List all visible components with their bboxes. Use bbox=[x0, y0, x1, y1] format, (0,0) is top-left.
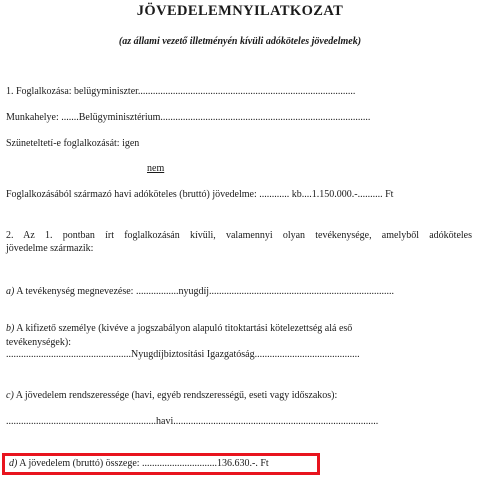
section2-intro-line1: 2. Az 1. pontban írt foglalkozásán kívüli, valamennyi olyan tevékenysége, amelyből adóköteles bbox=[6, 230, 472, 241]
workplace-line: Munkahelye: .......Belügyminisztérium.................................................................................... bbox=[6, 112, 371, 123]
payer-line bbox=[6, 323, 352, 335]
item-b-label: b) bbox=[6, 323, 15, 334]
suspended-answer: nem bbox=[147, 163, 165, 174]
document-title: JÖVEDELEMNYILATKOZAT bbox=[136, 3, 344, 19]
activity-name-line bbox=[6, 286, 394, 298]
section2-intro-line2: jövedelme származik: bbox=[6, 243, 94, 254]
item-d-label: d) bbox=[9, 458, 18, 469]
monthly-income-line: Foglalkozásából származó havi adóköteles (bruttó) jövedelme: ............ kb....1.150.000.-.......... Ft bbox=[6, 189, 394, 200]
item-c-label: c) bbox=[6, 390, 14, 401]
payer-text: A kifizető személye (kivéve a jogszabályon alapuló titoktartási kötelezettség alá eső bbox=[14, 323, 353, 334]
regularity-value-line: ............................................................havi.................................................................................. bbox=[6, 416, 379, 427]
suspended-line: Szüneteltetí-e foglalkozását: igen bbox=[6, 138, 140, 149]
payer-line2: tevékenységek): bbox=[6, 337, 71, 348]
income-amount-text: A jövedelem (bruttó) összege: ..............................136.630.-. Ft bbox=[17, 458, 269, 469]
highlight-box bbox=[2, 453, 320, 475]
activity-name-text: A tevékenység megnevezése: .................nyugdíj.......................................................................... bbox=[14, 286, 395, 297]
occupation-line: 1. Foglalkozása: belügyminiszter....................................................................................... bbox=[6, 86, 356, 97]
document-subtitle: (az állami vezető illetményén kívüli adóköteles jövedelmek) bbox=[118, 36, 362, 47]
regularity-line bbox=[6, 390, 337, 402]
regularity-text: A jövedelem rendszeressége (havi, egyéb rendszerességű, eseti vagy időszakos): bbox=[13, 390, 338, 401]
payer-value-line: ..................................................Nyugdíjbiztosítási Igazgatóság.......................................... bbox=[6, 349, 360, 360]
item-a-label: a) bbox=[6, 286, 15, 297]
